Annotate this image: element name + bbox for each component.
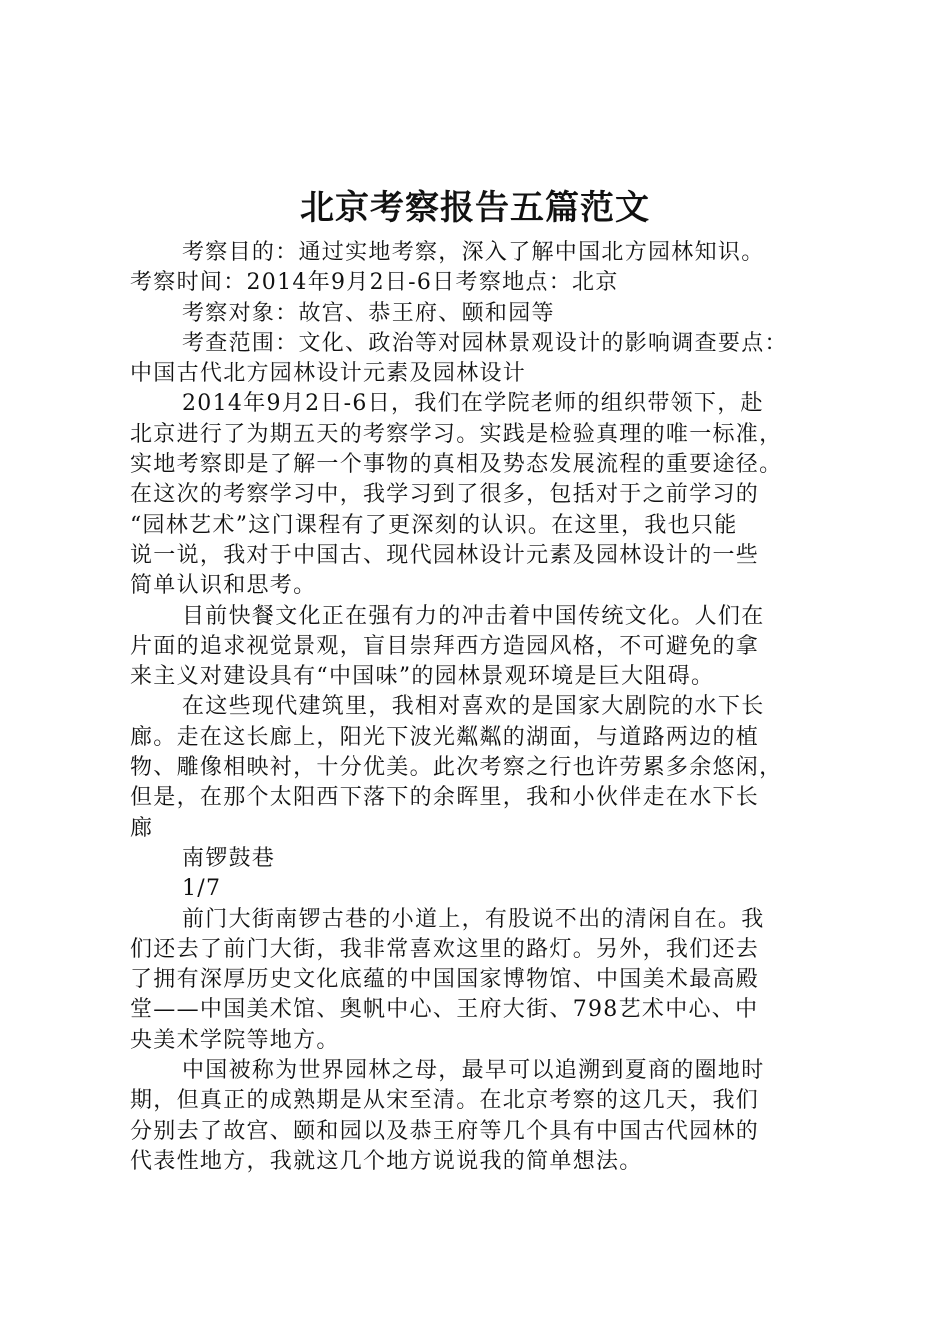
text-line: 实地考察即是了解一个事物的真相及势态发展流程的重要途径。 [130,452,783,478]
text-line: 目前快餐文化正在强有力的冲击着中国传统文化。人们在 [182,603,765,629]
text-line: 片面的追求视觉景观，盲目崇拜西方造园风格，不可避免的拿 [130,633,760,659]
text-line: 中国古代北方园林设计元素及园林设计 [130,361,527,387]
text-line: 廊 [130,815,154,841]
text-line: 说一说，我对于中国古、现代园林设计元素及园林设计的一些 [130,542,760,568]
text-line: 在这些现代建筑里，我相对喜欢的是国家大剧院的水下长 [182,694,765,720]
text-line: 前门大街南锣古巷的小道上，有股说不出的清闲自在。我 [182,906,765,932]
text-line: 了拥有深厚历史文化底蕴的中国国家博物馆、中国美术最高殿 [130,967,760,993]
text-line: 1/7 [182,876,222,902]
text-line: 考察时间：2014年9月2日-6日考察地点：北京 [130,270,619,296]
text-line: 在这次的考察学习中，我学习到了很多，包括对于之前学习的 [130,482,760,508]
text-line: 来主义对建设具有“中国味”的园林景观环境是巨大阻碍。 [130,664,715,690]
text-line: 堂——中国美术馆、奥帆中心、王府大街、798艺术中心、中 [130,997,759,1023]
text-line: 物、雕像相映衬，十分优美。此次考察之行也许劳累多余悠闲， [130,755,783,781]
text-line: 分别去了故宫、颐和园以及恭王府等几个具有中国古代园林的 [130,1118,760,1144]
text-line: 简单认识和思考。 [130,573,317,599]
text-line: 但是，在那个太阳西下落下的余晖里，我和小伙伴走在水下长 [130,785,760,811]
text-line: 考察对象：故宫、恭王府、颐和园等 [182,300,555,326]
text-line: “园林艺术”这门课程有了更深刻的认识。在这里，我也只能 [130,512,738,538]
text-line: 中国被称为世界园林之母，最早可以追溯到夏商的圈地时 [182,1058,765,1084]
text-line: 代表性地方，我就这几个地方说说我的简单想法。 [130,1148,643,1174]
text-line: 北京进行了为期五天的考察学习。实践是检验真理的唯一标准， [130,421,783,447]
text-line: 考察目的：通过实地考察，深入了解中国北方园林知识。 [182,240,765,265]
text-line: 2014年9月2日-6日，我们在学院老师的组织带领下，赴 [182,391,764,417]
text-line: 们还去了前门大街，我非常喜欢这里的路灯。另外，我们还去 [130,936,760,962]
text-line: 央美术学院等地方。 [130,1027,340,1053]
text-line: 廊。走在这长廊上，阳光下波光粼粼的湖面，与道路两边的植 [130,724,760,750]
text-line: 期，但真正的成熟期是从宋至清。在北京考察的这几天，我们 [130,1088,760,1114]
text-line: 南锣鼓巷 [182,845,276,871]
document-body [130,238,828,1177]
text-line: 考查范围：文化、政治等对园林景观设计的影响调查要点： [182,330,788,356]
document-title: 北京考察报告五篇范文 [300,188,650,228]
